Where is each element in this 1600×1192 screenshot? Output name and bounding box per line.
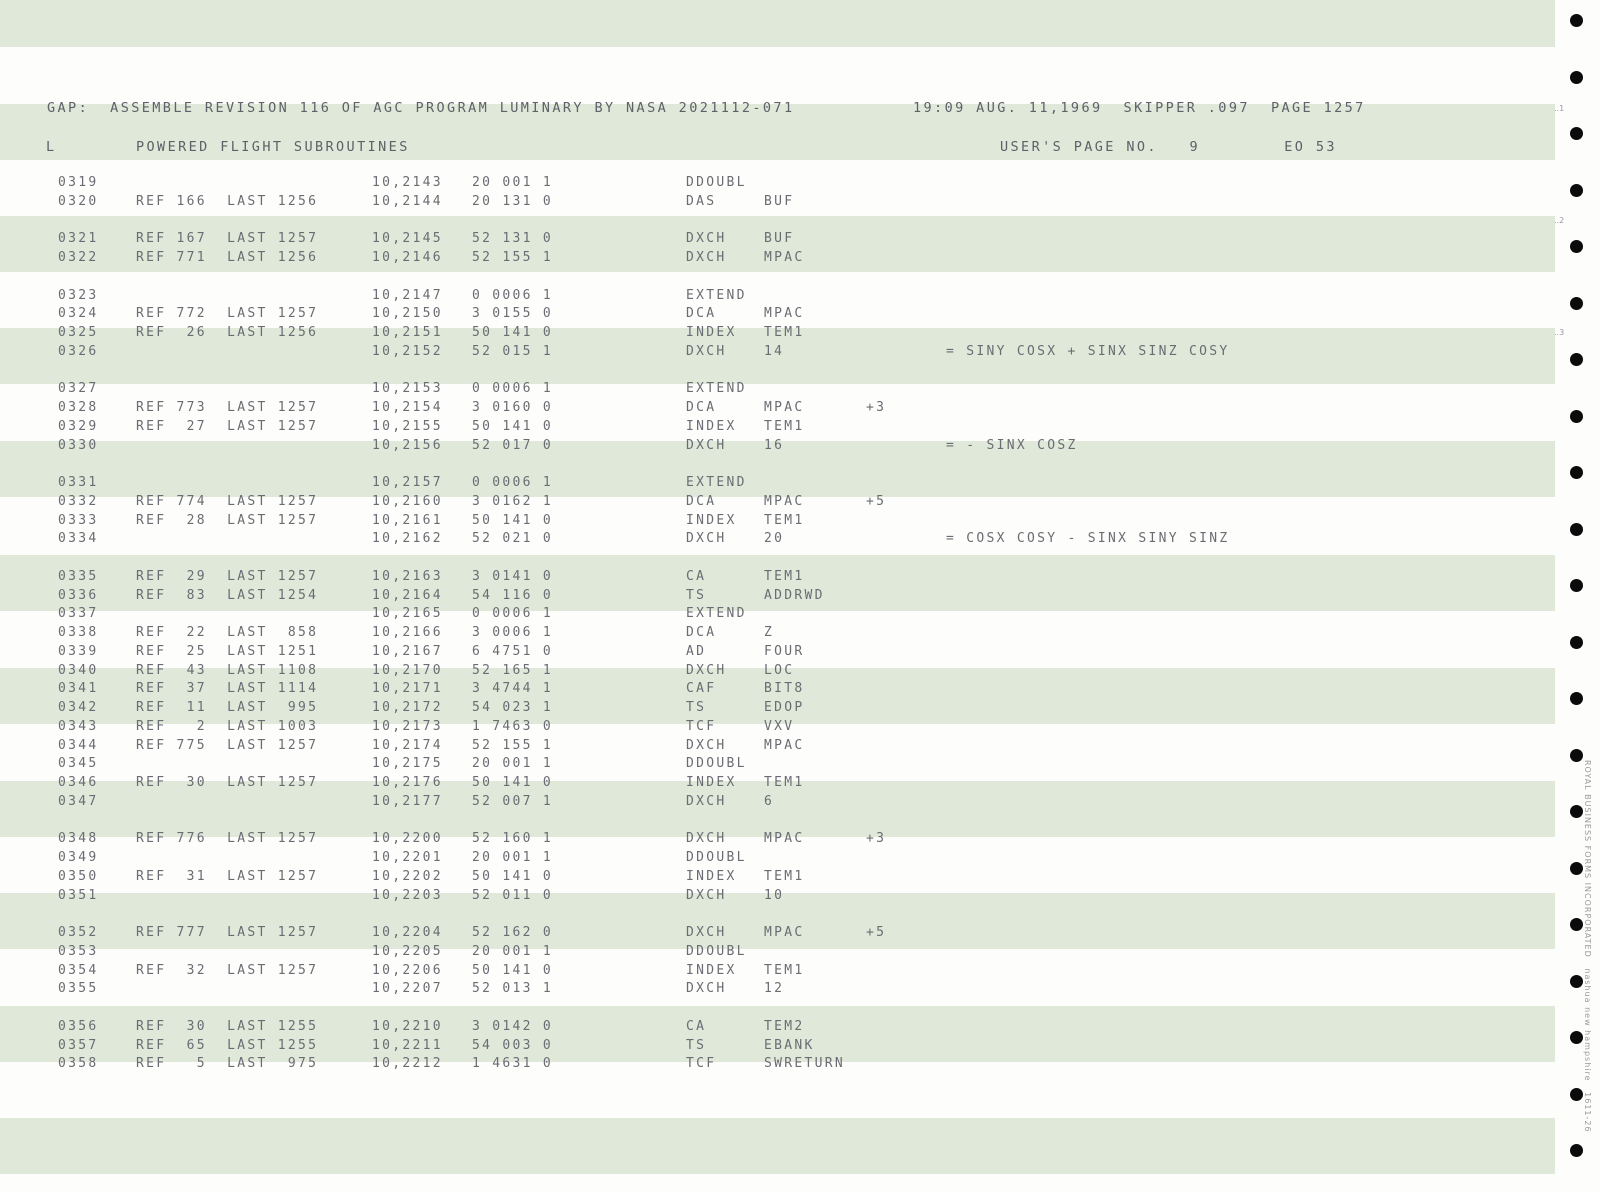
address-field: 10,2143 — [372, 175, 443, 190]
address-field: 10,2173 — [372, 718, 443, 734]
ref-field: REF 30 LAST 1255 — [136, 1018, 319, 1034]
octal-code: 50 141 0 — [472, 962, 554, 978]
ref-field: REF 772 LAST 1257 — [136, 306, 319, 322]
operand: MPAC — [764, 306, 805, 322]
ref-field: REF 31 LAST 1257 — [136, 868, 319, 884]
opcode: DDOUBL — [686, 175, 747, 190]
feed-hole — [1570, 466, 1583, 479]
operand: 16 — [764, 437, 785, 453]
address-field: 10,2151 — [372, 325, 443, 340]
octal-code: 0 0006 1 — [472, 606, 554, 622]
line-number: 0319 — [58, 175, 99, 190]
line-number: 0341 — [58, 681, 99, 697]
paper-band — [0, 0, 1555, 47]
ref-field: REF 167 LAST 1257 — [136, 231, 319, 247]
address-field: 10,2153 — [372, 381, 443, 397]
feed-hole — [1570, 918, 1583, 931]
feed-hole — [1570, 862, 1583, 875]
octal-code: 0 0006 1 — [472, 381, 554, 397]
ref-field: REF 774 LAST 1257 — [136, 493, 319, 509]
line-number: 0348 — [58, 831, 99, 847]
edge-mark: ..3 — [1554, 328, 1565, 337]
users-page-number: USER'S PAGE NO. 9 EO 53 — [1000, 139, 1337, 155]
octal-code: 50 141 0 — [472, 775, 554, 790]
line-number: 0333 — [58, 512, 99, 528]
line-number: 0358 — [58, 1056, 99, 1072]
opcode: EXTEND — [686, 287, 747, 303]
address-field: 10,2160 — [372, 493, 443, 509]
opcode: DDOUBL — [686, 943, 747, 959]
line-number: 0356 — [58, 1018, 99, 1034]
opcode: TS — [686, 587, 707, 603]
address-field: 10,2177 — [372, 793, 443, 809]
address-field: 10,2176 — [372, 775, 443, 790]
ref-field: REF 30 LAST 1257 — [136, 775, 319, 790]
octal-code: 54 023 1 — [472, 700, 554, 715]
opcode: INDEX — [686, 325, 737, 340]
operand-modifier: +5 — [866, 493, 887, 509]
operand: 20 — [764, 531, 785, 547]
address-field: 10,2171 — [372, 681, 443, 697]
address-field: 10,2167 — [372, 643, 443, 659]
line-number: 0354 — [58, 962, 99, 978]
octal-code: 52 155 1 — [472, 737, 554, 753]
octal-code: 52 160 1 — [472, 831, 554, 847]
feed-hole — [1570, 353, 1583, 366]
operand: TEM1 — [764, 568, 805, 584]
address-field: 10,2152 — [372, 343, 443, 359]
address-field: 10,2146 — [372, 250, 443, 265]
octal-code: 20 001 1 — [472, 850, 554, 865]
address-field: 10,2164 — [372, 587, 443, 603]
address-field: 10,2201 — [372, 850, 443, 865]
address-field: 10,2163 — [372, 568, 443, 584]
operand: EDOP — [764, 700, 805, 715]
line-number: 0335 — [58, 568, 99, 584]
line-number: 0353 — [58, 943, 99, 959]
operand: TEM1 — [764, 418, 805, 434]
address-field: 10,2210 — [372, 1018, 443, 1034]
octal-code: 54 116 0 — [472, 587, 554, 603]
line-number: 0340 — [58, 662, 99, 678]
forms-imprint: ROYAL BUSINESS FORMS INCORPORATED nashua new hampshire 1611-26 — [1583, 760, 1592, 1133]
line-number: 0324 — [58, 306, 99, 322]
line-number: 0330 — [58, 437, 99, 453]
feed-hole — [1570, 184, 1583, 197]
octal-code: 50 141 0 — [472, 418, 554, 434]
line-number: 0332 — [58, 493, 99, 509]
octal-code: 3 0155 0 — [472, 306, 554, 322]
ref-field: REF 43 LAST 1108 — [136, 662, 319, 678]
operand: MPAC — [764, 925, 805, 940]
opcode: DXCH — [686, 831, 727, 847]
address-field: 10,2204 — [372, 925, 443, 940]
ref-field: REF 5 LAST 975 — [136, 1056, 319, 1072]
address-field: 10,2166 — [372, 625, 443, 640]
ref-field: REF 776 LAST 1257 — [136, 831, 319, 847]
opcode: DXCH — [686, 343, 727, 359]
address-field: 10,2175 — [372, 756, 443, 772]
address-field: 10,2154 — [372, 400, 443, 415]
ref-field: REF 22 LAST 858 — [136, 625, 319, 640]
octal-code: 52 131 0 — [472, 231, 554, 247]
octal-code: 3 0142 0 — [472, 1018, 554, 1034]
line-number: 0357 — [58, 1037, 99, 1053]
operand: 12 — [764, 981, 785, 997]
opcode: DXCH — [686, 437, 727, 453]
octal-code: 52 021 0 — [472, 531, 554, 547]
listing-header-label: L — [46, 139, 57, 155]
octal-code: 52 165 1 — [472, 662, 554, 678]
comment: = COSX COSY - SINX SINY SINZ — [946, 531, 1230, 547]
address-field: 10,2172 — [372, 700, 443, 715]
ref-field: REF 25 LAST 1251 — [136, 643, 319, 659]
ref-field: REF 27 LAST 1257 — [136, 418, 319, 434]
opcode: DXCH — [686, 925, 727, 940]
line-number: 0349 — [58, 850, 99, 865]
operand: TEM1 — [764, 962, 805, 978]
operand: MPAC — [764, 400, 805, 415]
address-field: 10,2203 — [372, 887, 443, 903]
paper-band — [0, 1118, 1555, 1174]
octal-code: 3 0160 0 — [472, 400, 554, 415]
edge-mark: ..2 — [1554, 216, 1565, 225]
feed-hole — [1570, 297, 1583, 310]
octal-code: 20 131 0 — [472, 193, 554, 209]
octal-code: 1 4631 0 — [472, 1056, 554, 1072]
operand-modifier: +3 — [866, 400, 887, 415]
line-number: 0337 — [58, 606, 99, 622]
feed-hole — [1570, 636, 1583, 649]
opcode: DDOUBL — [686, 756, 747, 772]
line-number: 0320 — [58, 193, 99, 209]
octal-code: 50 141 0 — [472, 325, 554, 340]
ref-field: REF 28 LAST 1257 — [136, 512, 319, 528]
ref-field: REF 11 LAST 995 — [136, 700, 319, 715]
feed-hole — [1570, 127, 1583, 140]
octal-code: 6 4751 0 — [472, 643, 554, 659]
address-field: 10,2170 — [372, 662, 443, 678]
operand: TEM1 — [764, 512, 805, 528]
listing-header-line1: GAP: ASSEMBLE REVISION 116 OF AGC PROGRAM LUMINARY BY NASA 2021112-071 — [47, 100, 795, 116]
opcode: DCA — [686, 493, 717, 509]
operand: LOC — [764, 662, 795, 678]
address-field: 10,2205 — [372, 943, 443, 959]
address-field: 10,2202 — [372, 868, 443, 884]
octal-code: 52 013 1 — [472, 981, 554, 997]
octal-code: 0 0006 1 — [472, 287, 554, 303]
operand: SWRETURN — [764, 1056, 846, 1072]
line-number: 0331 — [58, 475, 99, 490]
octal-code: 3 4744 1 — [472, 681, 554, 697]
line-number: 0350 — [58, 868, 99, 884]
ref-field: REF 773 LAST 1257 — [136, 400, 319, 415]
operand: TEM2 — [764, 1018, 805, 1034]
feed-hole — [1570, 14, 1583, 27]
operand-modifier: +5 — [866, 925, 887, 940]
line-number: 0321 — [58, 231, 99, 247]
feed-hole — [1570, 692, 1583, 705]
ref-field: REF 29 LAST 1257 — [136, 568, 319, 584]
opcode: EXTEND — [686, 606, 747, 622]
opcode: CAF — [686, 681, 717, 697]
listing-header-timestamp: 19:09 AUG. 11,1969 SKIPPER .097 PAGE 1257 — [913, 100, 1366, 116]
opcode: DXCH — [686, 531, 727, 547]
opcode: DXCH — [686, 887, 727, 903]
opcode: DCA — [686, 625, 717, 640]
opcode: INDEX — [686, 512, 737, 528]
opcode: EXTEND — [686, 381, 747, 397]
line-number: 0342 — [58, 700, 99, 715]
opcode: DAS — [686, 193, 717, 209]
address-field: 10,2165 — [372, 606, 443, 622]
line-number: 0345 — [58, 756, 99, 772]
line-number: 0343 — [58, 718, 99, 734]
operand: ADDRWD — [764, 587, 825, 603]
line-number: 0329 — [58, 418, 99, 434]
address-field: 10,2157 — [372, 475, 443, 490]
line-number: 0323 — [58, 287, 99, 303]
address-field: 10,2162 — [372, 531, 443, 547]
address-field: 10,2155 — [372, 418, 443, 434]
operand-modifier: +3 — [866, 831, 887, 847]
line-number: 0355 — [58, 981, 99, 997]
feed-hole — [1570, 975, 1583, 988]
octal-code: 20 001 1 — [472, 943, 554, 959]
opcode: INDEX — [686, 868, 737, 884]
address-field: 10,2144 — [372, 193, 443, 209]
line-number: 0344 — [58, 737, 99, 753]
opcode: TCF — [686, 1056, 717, 1072]
comment: = - SINX COSZ — [946, 437, 1078, 453]
comment: = SINY COSX + SINX SINZ COSY — [946, 343, 1230, 359]
octal-code: 50 141 0 — [472, 868, 554, 884]
opcode: DXCH — [686, 981, 727, 997]
opcode: DXCH — [686, 231, 727, 247]
opcode: CA — [686, 568, 707, 584]
ref-field: REF 65 LAST 1255 — [136, 1037, 319, 1053]
opcode: TS — [686, 1037, 707, 1053]
ref-field: REF 26 LAST 1256 — [136, 325, 319, 340]
address-field: 10,2156 — [372, 437, 443, 453]
line-number: 0327 — [58, 381, 99, 397]
feed-hole — [1570, 749, 1583, 762]
address-field: 10,2212 — [372, 1056, 443, 1072]
address-field: 10,2145 — [372, 231, 443, 247]
octal-code: 20 001 1 — [472, 756, 554, 772]
address-field: 10,2174 — [372, 737, 443, 753]
address-field: 10,2147 — [372, 287, 443, 303]
feed-hole — [1570, 240, 1583, 253]
ref-field: REF 32 LAST 1257 — [136, 962, 319, 978]
operand: 10 — [764, 887, 785, 903]
line-number: 0326 — [58, 343, 99, 359]
operand: 6 — [764, 793, 775, 809]
feed-hole — [1570, 579, 1583, 592]
line-number: 0336 — [58, 587, 99, 603]
octal-code: 3 0162 1 — [472, 493, 554, 509]
feed-hole — [1570, 410, 1583, 423]
operand: 14 — [764, 343, 785, 359]
opcode: INDEX — [686, 418, 737, 434]
address-field: 10,2150 — [372, 306, 443, 322]
line-number: 0352 — [58, 925, 99, 940]
octal-code: 52 015 1 — [472, 343, 554, 359]
feed-hole — [1570, 71, 1583, 84]
operand: TEM1 — [764, 775, 805, 790]
opcode: INDEX — [686, 775, 737, 790]
ref-field: REF 775 LAST 1257 — [136, 737, 319, 753]
line-number: 0351 — [58, 887, 99, 903]
edge-mark: ..1 — [1554, 104, 1565, 113]
operand: EBANK — [764, 1037, 815, 1053]
operand: MPAC — [764, 831, 805, 847]
feed-hole — [1570, 523, 1583, 536]
address-field: 10,2206 — [372, 962, 443, 978]
line-number: 0325 — [58, 325, 99, 340]
octal-code: 1 7463 0 — [472, 718, 554, 734]
operand: Z — [764, 625, 775, 640]
address-field: 10,2211 — [372, 1037, 443, 1053]
opcode: CA — [686, 1018, 707, 1034]
line-number: 0328 — [58, 400, 99, 415]
feed-hole — [1570, 1144, 1583, 1157]
opcode: DDOUBL — [686, 850, 747, 865]
octal-code: 52 155 1 — [472, 250, 554, 265]
ref-field: REF 37 LAST 1114 — [136, 681, 319, 697]
octal-code: 20 001 1 — [472, 175, 554, 190]
operand: FOUR — [764, 643, 805, 659]
line-number: 0338 — [58, 625, 99, 640]
octal-code: 52 007 1 — [472, 793, 554, 809]
feed-hole — [1570, 805, 1583, 818]
operand: MPAC — [764, 250, 805, 265]
line-number: 0346 — [58, 775, 99, 790]
octal-code: 3 0006 1 — [472, 625, 554, 640]
line-number: 0334 — [58, 531, 99, 547]
opcode: TCF — [686, 718, 717, 734]
operand: TEM1 — [764, 325, 805, 340]
operand: BUF — [764, 193, 795, 209]
opcode: EXTEND — [686, 475, 747, 490]
operand: BIT8 — [764, 681, 805, 697]
operand: VXV — [764, 718, 795, 734]
feed-hole — [1570, 1031, 1583, 1044]
operand: MPAC — [764, 737, 805, 753]
address-field: 10,2161 — [372, 512, 443, 528]
line-number: 0339 — [58, 643, 99, 659]
line-number: 0322 — [58, 250, 99, 265]
octal-code: 50 141 0 — [472, 512, 554, 528]
opcode: DXCH — [686, 737, 727, 753]
ref-field: REF 2 LAST 1003 — [136, 718, 319, 734]
listing-section-title: POWERED FLIGHT SUBROUTINES — [136, 139, 410, 155]
opcode: DXCH — [686, 793, 727, 809]
octal-code: 3 0141 0 — [472, 568, 554, 584]
line-number: 0347 — [58, 793, 99, 809]
opcode: DXCH — [686, 250, 727, 265]
operand: MPAC — [764, 493, 805, 509]
operand: TEM1 — [764, 868, 805, 884]
octal-code: 52 011 0 — [472, 887, 554, 903]
operand: BUF — [764, 231, 795, 247]
opcode: TS — [686, 700, 707, 715]
octal-code: 52 017 0 — [472, 437, 554, 453]
ref-field: REF 777 LAST 1257 — [136, 925, 319, 940]
octal-code: 0 0006 1 — [472, 475, 554, 490]
octal-code: 54 003 0 — [472, 1037, 554, 1053]
opcode: INDEX — [686, 962, 737, 978]
address-field: 10,2207 — [372, 981, 443, 997]
octal-code: 52 162 0 — [472, 925, 554, 940]
opcode: DCA — [686, 306, 717, 322]
ref-field: REF 83 LAST 1254 — [136, 587, 319, 603]
ref-field: REF 771 LAST 1256 — [136, 250, 319, 265]
opcode: DXCH — [686, 662, 727, 678]
opcode: DCA — [686, 400, 717, 415]
feed-hole — [1570, 1088, 1583, 1101]
opcode: AD — [686, 643, 707, 659]
address-field: 10,2200 — [372, 831, 443, 847]
ref-field: REF 166 LAST 1256 — [136, 193, 319, 209]
